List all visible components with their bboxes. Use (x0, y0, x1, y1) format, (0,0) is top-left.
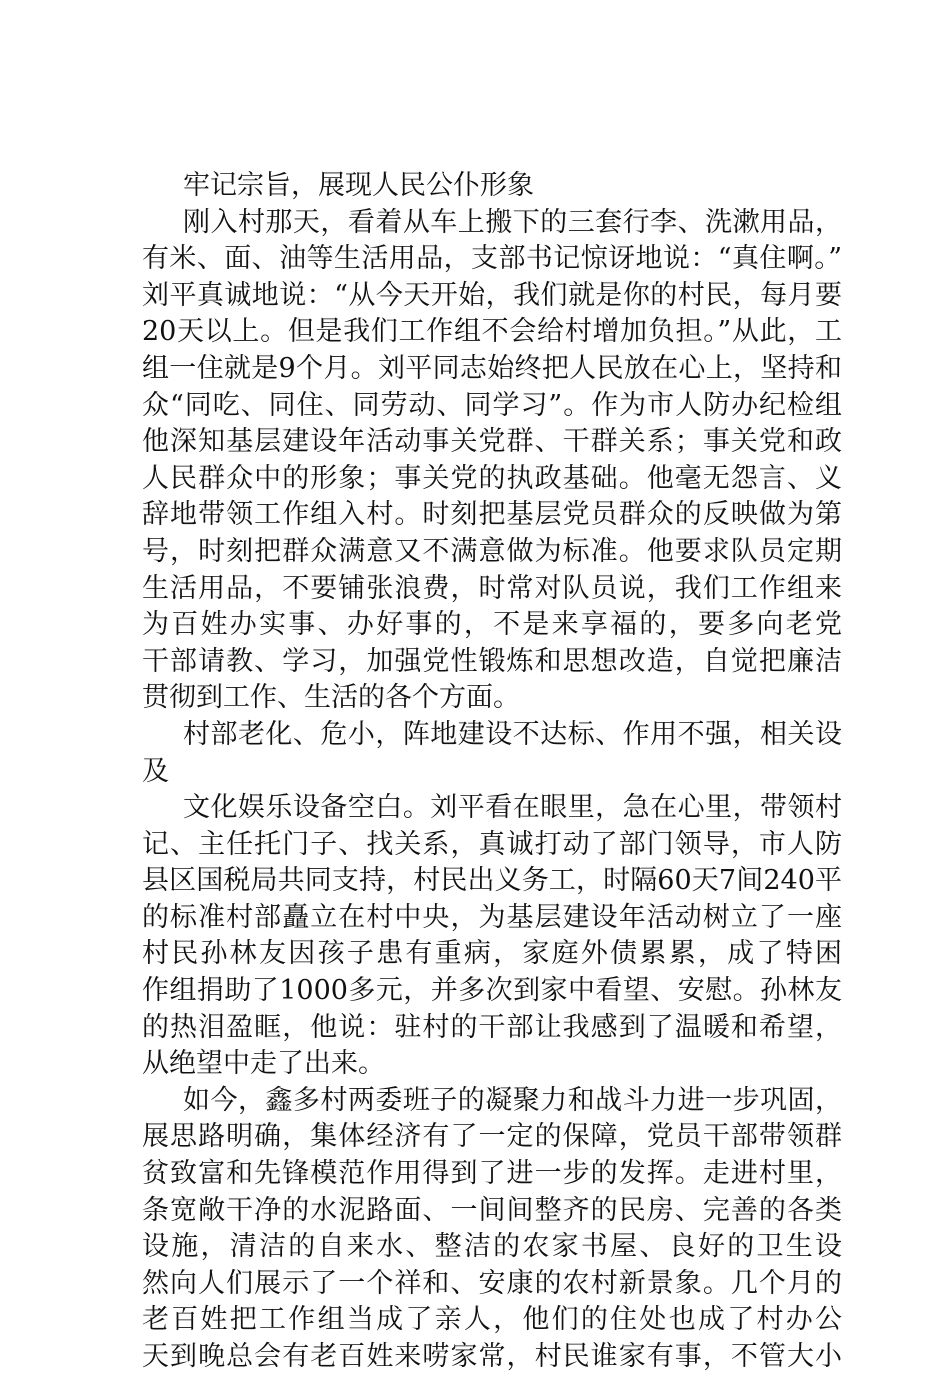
body-text (142, 168, 842, 1376)
text-line: 作组捐助了1000多元，并多次到家中看望、安慰。孙林友 (142, 975, 842, 1007)
text-line: 的热泪盈眶，他说：驻村的干部让我感到了温暖和希望， (142, 1011, 842, 1043)
text-line: 牢记宗旨，展现人民公仆形象 (183, 170, 534, 201)
text-line: 老百姓把工作组当成了亲人，他们的住处也成了村办公 (142, 1304, 842, 1336)
text-line: 文化娱乐设备空白。刘平看在眼里，急在心里，带领村 (183, 792, 842, 824)
text-line: 县区国税局共同支持，村民出义务工，时隔60天7间240平 (142, 865, 842, 897)
text-line: 组一住就是9个月。刘平同志始终把人民放在心上，坚持和 (142, 352, 842, 384)
text-line: 他深知基层建设年活动事关党群、干群关系；事关党和政 (142, 426, 842, 458)
text-line: 有米、面、油等生活用品，支部书记惊讶地说：“真住啊。” (142, 243, 842, 275)
text-line: 贯彻到工作、生活的各个方面。 (142, 682, 520, 714)
text-line: 为百姓办实事、办好事的，不是来享福的，要多向老党 (142, 609, 842, 641)
text-line: 从绝望中走了出来。 (142, 1048, 385, 1080)
text-line: 展思路明确，集体经济有了一定的保障，党员干部带领群 (142, 1121, 842, 1153)
text-line: 及 (142, 755, 169, 787)
text-line: 号，时刻把群众满意又不满意做为标准。他要求队员定期 (142, 535, 842, 567)
text-line: 刘平真诚地说：“从今天开始，我们就是你的村民，每月要 (142, 279, 842, 311)
text-line: 条宽敞干净的水泥路面、一间间整齐的民房、完善的各类 (142, 1194, 842, 1226)
text-line: 如今，鑫多村两委班子的凝聚力和战斗力进一步巩固， (183, 1084, 842, 1116)
text-line: 众“同吃、同住、同劳动、同学习”。作为市人防办纪检组 (142, 389, 842, 421)
text-line: 记、主任托门子、找关系，真诚打动了部门领导，市人防 (142, 828, 842, 860)
text-line: 的标准村部矗立在村中央，为基层建设年活动树立了一座 (142, 901, 842, 933)
text-line: 刚入村那天，看着从车上搬下的三套行李、洗漱用品， (183, 206, 842, 238)
text-line: 村部老化、危小，阵地建设不达标、作用不强，相关设 (183, 718, 842, 750)
text-line: 村民孙林友因孩子患有重病，家庭外债累累，成了特困 (142, 938, 842, 970)
text-line: 20天以上。但是我们工作组不会给村增加负担。”从此，工 (142, 316, 842, 348)
text-line: 生活用品，不要铺张浪费，时常对队员说，我们工作组来 (142, 572, 842, 604)
text-line: 然向人们展示了一个祥和、安康的农村新景象。几个月的 (142, 1267, 842, 1299)
text-line: 设施，清洁的自来水、整洁的农家书屋、良好的卫生设 (142, 1231, 842, 1263)
text-line: 辞地带领工作组入村。时刻把基层党员群众的反映做为第 (142, 499, 842, 531)
text-line: 天到晚总会有老百姓来唠家常，村民谁家有事，不管大小 (142, 1341, 842, 1372)
text-line: 干部请教、学习，加强党性锻炼和思想改造，自觉把廉洁 (142, 645, 842, 677)
text-line: 贫致富和先锋模范作用得到了进一步的发挥。走进村里， (142, 1158, 842, 1190)
text-line: 人民群众中的形象；事关党的执政基础。他毫无怨言、义 (142, 462, 842, 494)
